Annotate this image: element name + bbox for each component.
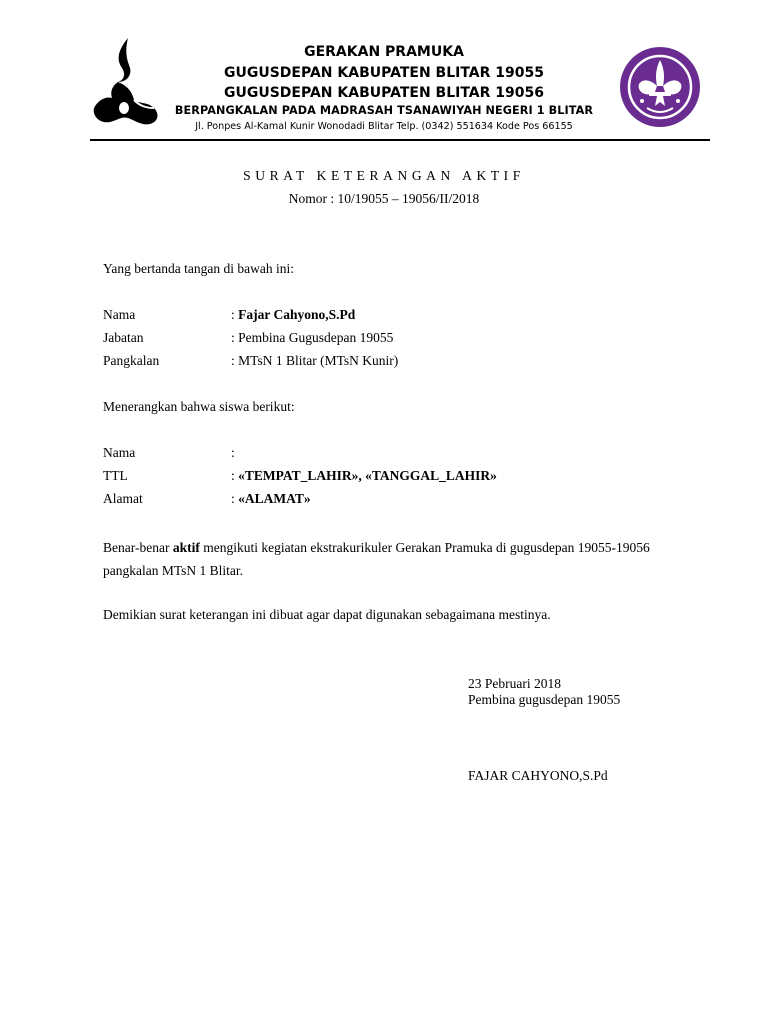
signer-nama-value	[231, 307, 355, 323]
student-ttl: «TEMPAT_LAHIR», «TANGGAL_LAHIR»	[238, 468, 497, 483]
scout-emblem-icon	[619, 46, 701, 128]
student-ttl-label: TTL	[103, 468, 128, 483]
signer-jabatan-value	[231, 330, 393, 346]
colon: :	[231, 307, 235, 322]
colon: :	[231, 445, 235, 460]
letterhead-divider	[90, 139, 710, 141]
body-pre: Benar-benar	[103, 540, 173, 555]
intro-text: Yang bertanda tangan di bawah ini:	[103, 261, 294, 276]
body-paragraph	[103, 536, 663, 582]
signer-pangkalan-value	[231, 353, 398, 369]
signature-position: Pembina gugusdepan 19055	[468, 692, 621, 707]
student-alamat-label: Alamat	[103, 491, 143, 506]
signer-jabatan-label: Jabatan	[103, 330, 144, 345]
colon: :	[231, 491, 235, 506]
signer-jabatan: Pembina Gugusdepan 19055	[238, 330, 394, 345]
signature-name: FAJAR CAHYONO,S.Pd	[468, 768, 608, 783]
statement-text: Menerangkan bahwa siswa berikut:	[103, 399, 295, 414]
pangkalan-line: BERPANGKALAN PADA MADRASAH TSANAWIYAH NEGERI 1 BLITAR	[174, 104, 594, 117]
signature-date: 23 Pebruari 2018	[468, 676, 561, 691]
signer-pangkalan-label: Pangkalan	[103, 353, 160, 368]
letter-number: Nomor : 10/19055 – 19056/II/2018	[288, 191, 480, 206]
colon: :	[231, 468, 235, 483]
signer-pangkalan: MTsN 1 Blitar (MTsN Kunir)	[238, 353, 399, 368]
body-post: mengikuti kegiatan ekstrakurikuler Gerakan Pramuka di gugusdepan 19055-19056 pangkalan MTsN 1 Blitar.	[103, 540, 650, 578]
colon: :	[231, 330, 235, 345]
gugusdepan-19055: GUGUSDEPAN KABUPATEN BLITAR 19055	[224, 65, 544, 81]
student-nama-label: Nama	[103, 445, 136, 460]
letter-title: SURAT KETERANGAN AKTIF	[243, 168, 525, 183]
address-line: Jl. Ponpes Al-Kamal Kunir Wonodadi Blitar Telp. (0342) 551634 Kode Pos 66155	[195, 121, 573, 132]
closing-text: Demikian surat keterangan ini dibuat agar dapat digunakan sebagaimana mestinya.	[103, 607, 551, 622]
signer-nama-label: Nama	[103, 307, 136, 322]
colon: :	[231, 353, 235, 368]
body-bold: aktif	[172, 540, 200, 555]
student-alamat-value	[231, 491, 311, 507]
gugusdepan-19056: GUGUSDEPAN KABUPATEN BLITAR 19056	[224, 85, 544, 101]
student-nama-value	[231, 445, 235, 461]
student-alamat: «ALAMAT»	[238, 491, 311, 506]
signer-name: Fajar Cahyono,S.Pd	[238, 307, 356, 322]
student-ttl-value	[231, 468, 497, 484]
org-name: GERAKAN PRAMUKA	[304, 44, 464, 60]
